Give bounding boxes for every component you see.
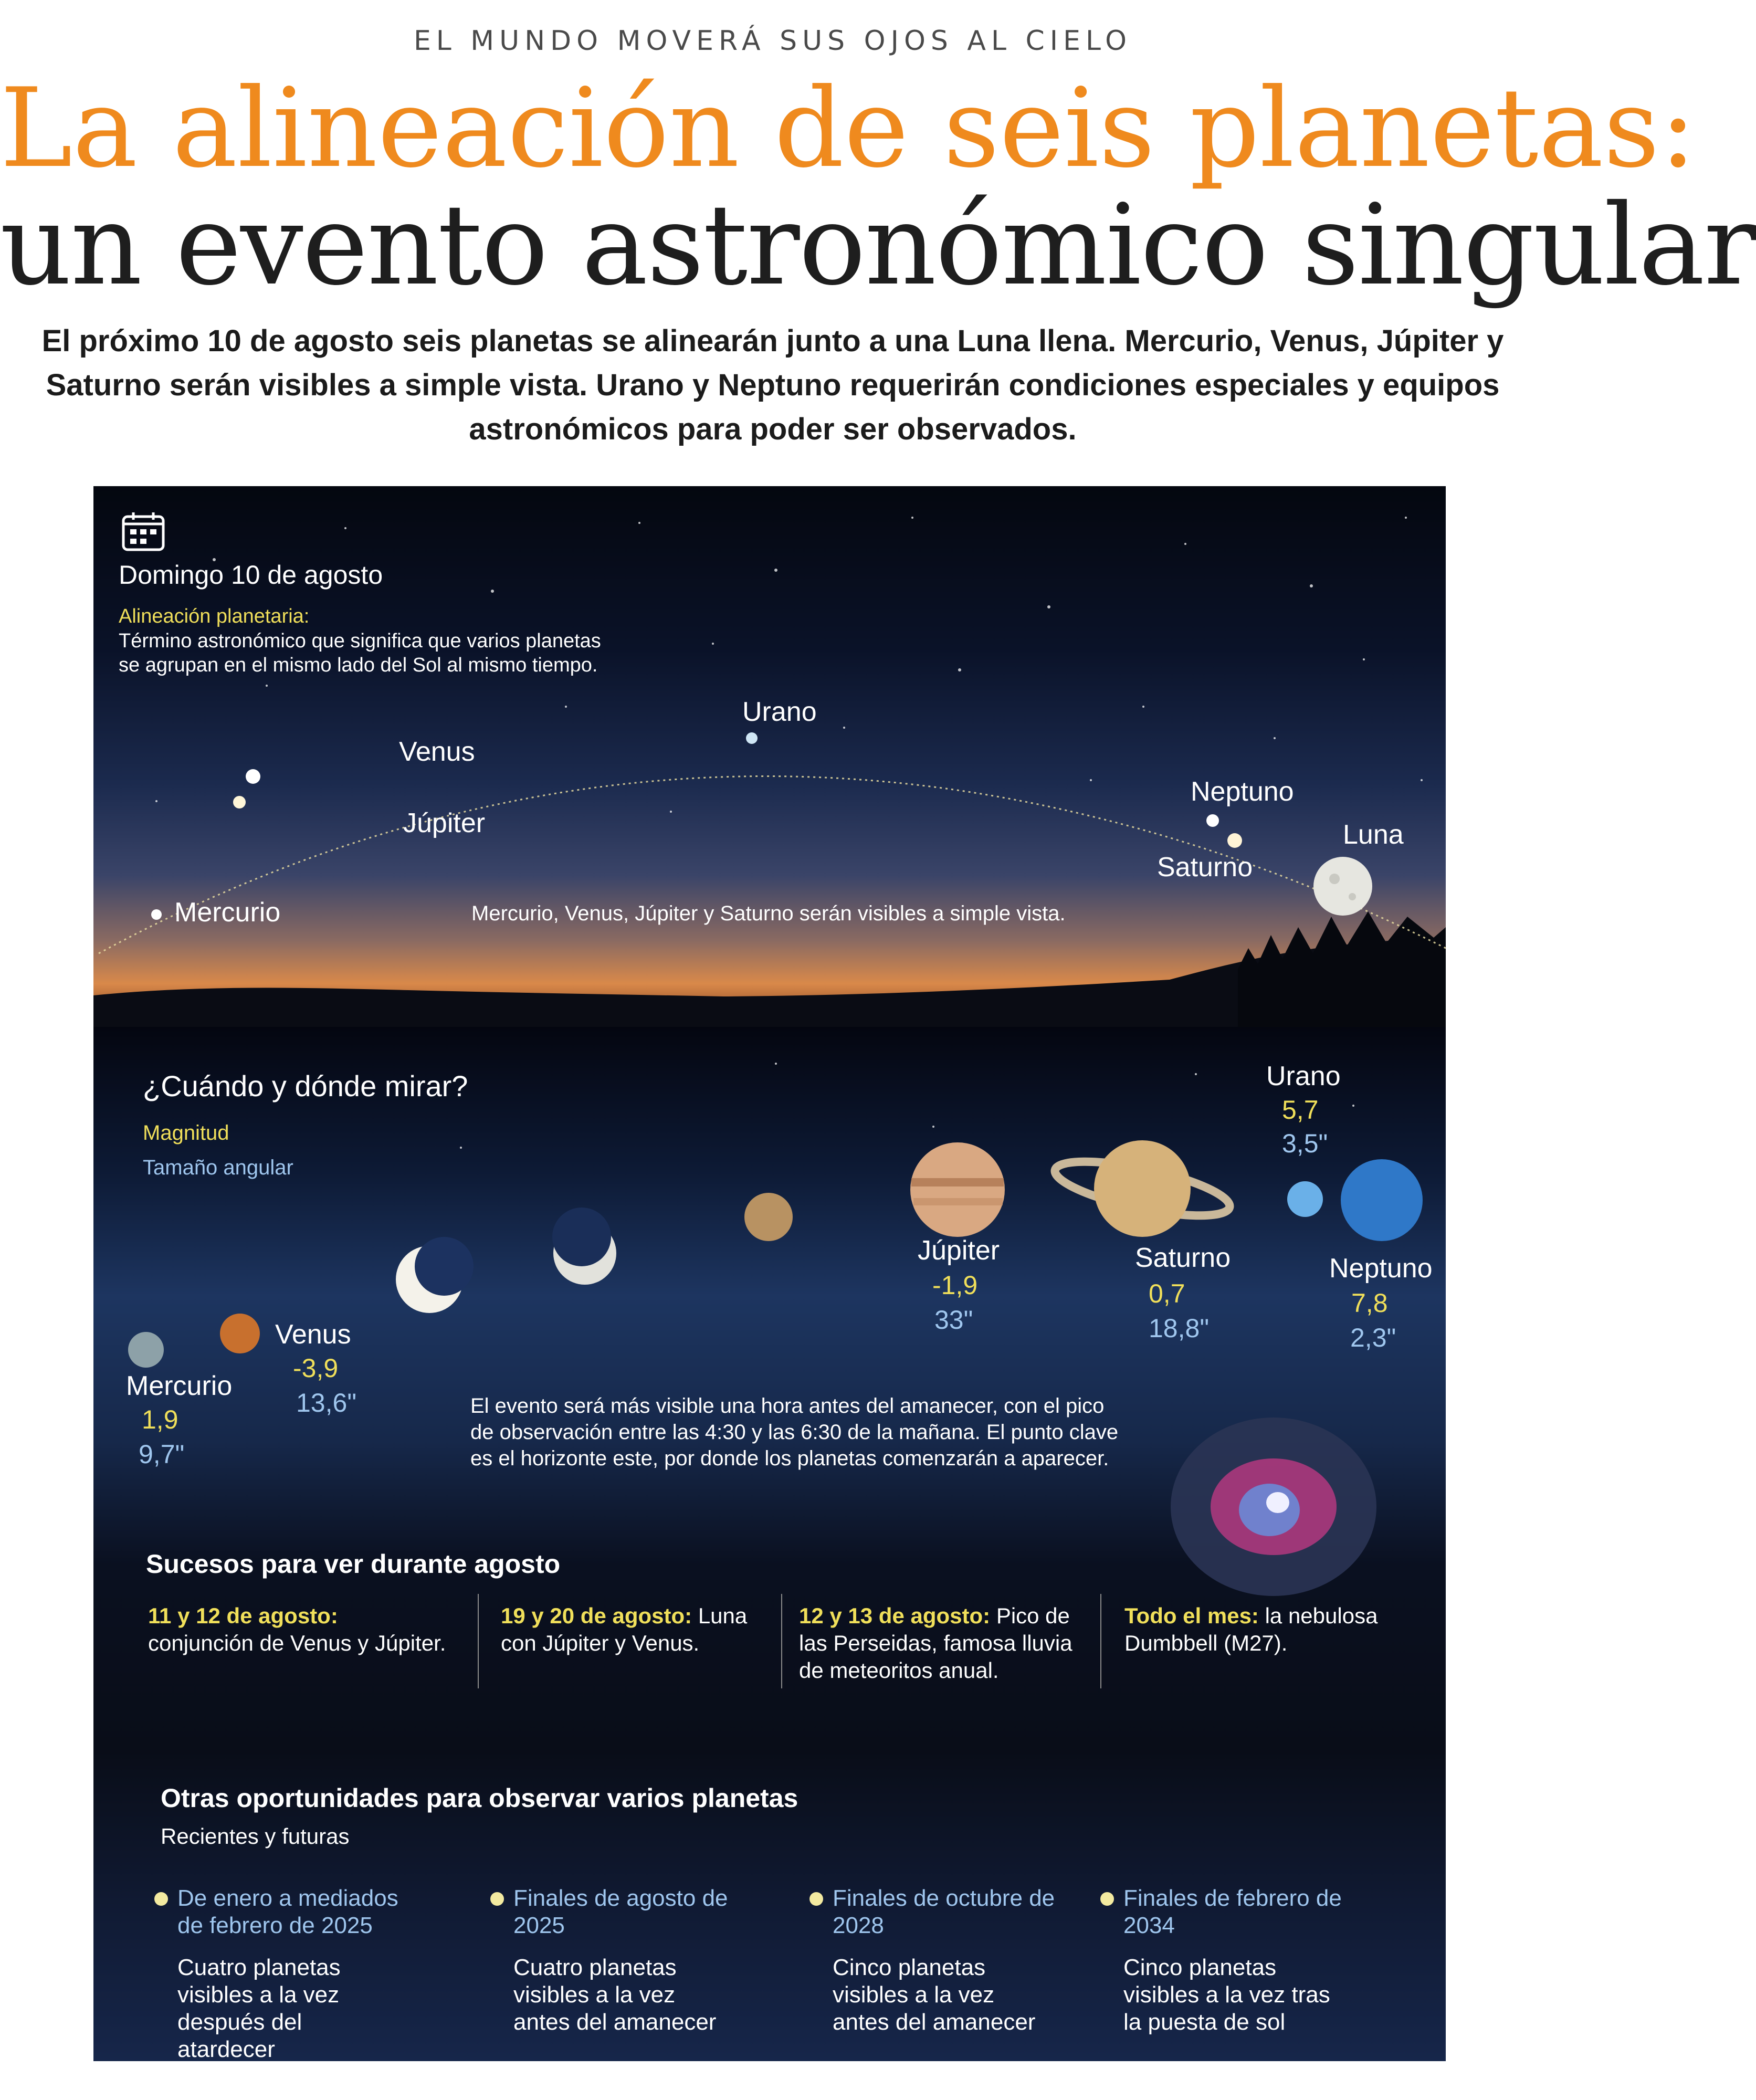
planet-name: Mercurio <box>126 1371 233 1401</box>
opportunity-date: Finales de febrero de 2034 <box>1100 1885 1347 1939</box>
opportunity-date: Finales de agosto de 2025 <box>490 1885 737 1939</box>
opportunity-description: Cinco planetas visibles a la vez antes del amanecer <box>833 1955 1036 2035</box>
opportunity-description: Cuatro planetas visibles a la vez después del atardecer <box>177 1955 341 2062</box>
planet-name: Neptuno <box>1329 1253 1433 1284</box>
label-venus-top: Venus <box>399 737 475 767</box>
planet-angular-size: 33" <box>934 1305 973 1335</box>
opportunity-item <box>1100 1885 1347 2036</box>
event-item <box>799 1602 1093 1684</box>
label-urano-top: Urano <box>742 697 817 727</box>
lead-paragraph: El próximo 10 de agosto seis planetas se alinearán junto a una Luna llena. Mercurio, Venus, Júpiter y Saturno serán visibles a simple vista. Urano y Neptuno requerirán condiciones especiales y equipos astronómicos para poder ser observados. <box>41 324 1504 446</box>
event-date: 12 y 13 de agosto: <box>799 1603 991 1628</box>
planet-name: Saturno <box>1135 1243 1231 1273</box>
headline-line-2: un evento astronómico singular <box>0 180 1756 310</box>
planet-angular-size: 18,8" <box>1149 1314 1210 1343</box>
section-title-opportunities: Otras oportunidades para observar varios planetas <box>161 1783 798 1813</box>
event-date: 11 y 12 de agosto: <box>148 1603 338 1628</box>
definition-line-2: se agrupan en el mismo lado del Sol al mismo tiempo. <box>119 654 598 676</box>
event-item <box>501 1602 763 1657</box>
opportunity-date: Finales de octubre de 2028 <box>809 1885 1056 1939</box>
definition-line-1: Término astronómico que significa que varios planetas <box>119 630 601 652</box>
legend-magnitude: Magnitud <box>143 1121 229 1144</box>
event-text: conjunción de Venus y Júpiter. <box>148 1631 446 1655</box>
naked-eye-note: Mercurio, Venus, Júpiter y Saturno serán visibles a simple vista. <box>471 902 1066 925</box>
event-text: la nebulosa Dumbbell (M27). <box>1124 1603 1378 1655</box>
opportunity-item <box>809 1885 1056 2036</box>
planet-magnitude: 1,9 <box>142 1405 178 1434</box>
label-luna-top: Luna <box>1343 820 1404 850</box>
label-mercurio-top: Mercurio <box>174 897 281 928</box>
planet-magnitude: -3,9 <box>293 1353 339 1383</box>
section-title-events: Sucesos para ver durante agosto <box>146 1549 561 1579</box>
event-item <box>1124 1602 1408 1657</box>
planet-angular-size: 2,3" <box>1350 1323 1396 1352</box>
section-subtitle-opportunities: Recientes y futuras <box>161 1824 350 1849</box>
headline-line-1: La alineación de seis planetas: <box>0 65 1697 192</box>
label-neptuno-top: Neptuno <box>1191 776 1294 807</box>
timing-note-line-3: es el horizonte este, por donde los planetas comenzarán a aparecer. <box>470 1447 1109 1470</box>
event-date: Domingo 10 de agosto <box>119 560 383 590</box>
planet-name: Venus <box>275 1319 351 1350</box>
event-date: 19 y 20 de agosto: <box>501 1603 692 1628</box>
planet-name: Urano <box>1266 1061 1341 1091</box>
opportunity-description: Cinco planetas visibles a la vez tras la puesta de sol <box>1123 1955 1330 2035</box>
label-jupiter-top: Júpiter <box>403 808 486 838</box>
event-item <box>148 1602 453 1657</box>
timing-note-line-2: de observación entre las 4:30 y las 6:30 de la mañana. El punto clave <box>470 1421 1119 1444</box>
calendar-icon <box>122 511 165 551</box>
planet-angular-size: 9,7" <box>139 1440 185 1469</box>
infographic <box>93 486 1446 2061</box>
divider <box>781 1594 782 1688</box>
planet-magnitude: 5,7 <box>1282 1095 1319 1125</box>
kicker: EL MUNDO MOVERÁ SUS OJOS AL CIELO <box>413 25 1132 57</box>
planet-magnitude: -1,9 <box>932 1270 978 1300</box>
top-planet-dots <box>151 732 1372 920</box>
opportunity-date: De enero a mediados de febrero de 2025 <box>154 1885 401 1939</box>
legend-angular-size: Tamaño angular <box>143 1156 293 1179</box>
timing-note-line-1: El evento será más visible una hora antes del amanecer, con el pico <box>470 1394 1105 1418</box>
section-title-when-where: ¿Cuándo y dónde mirar? <box>143 1069 468 1102</box>
event-text: Pico de las Perseidas, famosa lluvia de meteoritos anual. <box>799 1603 1072 1683</box>
planet-angular-size: 13,6" <box>296 1388 357 1418</box>
planet-name: Júpiter <box>918 1235 1000 1266</box>
opportunity-description: Cuatro planetas visibles a la vez antes del amanecer <box>513 1955 717 2035</box>
event-text: Luna con Júpiter y Venus. <box>501 1603 748 1655</box>
planet-magnitude: 0,7 <box>1149 1279 1185 1308</box>
opportunity-item <box>490 1885 737 2036</box>
label-saturno-top: Saturno <box>1157 852 1253 883</box>
nebula-illustration <box>1171 1418 1376 1596</box>
planet-angular-size: 3,5" <box>1282 1129 1328 1158</box>
opportunity-item <box>154 1885 401 2063</box>
divider <box>478 1594 479 1688</box>
divider <box>1100 1594 1101 1688</box>
definition-term: Alineación planetaria: <box>119 605 310 627</box>
planet-magnitude: 7,8 <box>1351 1288 1388 1318</box>
event-date: Todo el mes: <box>1124 1603 1259 1628</box>
